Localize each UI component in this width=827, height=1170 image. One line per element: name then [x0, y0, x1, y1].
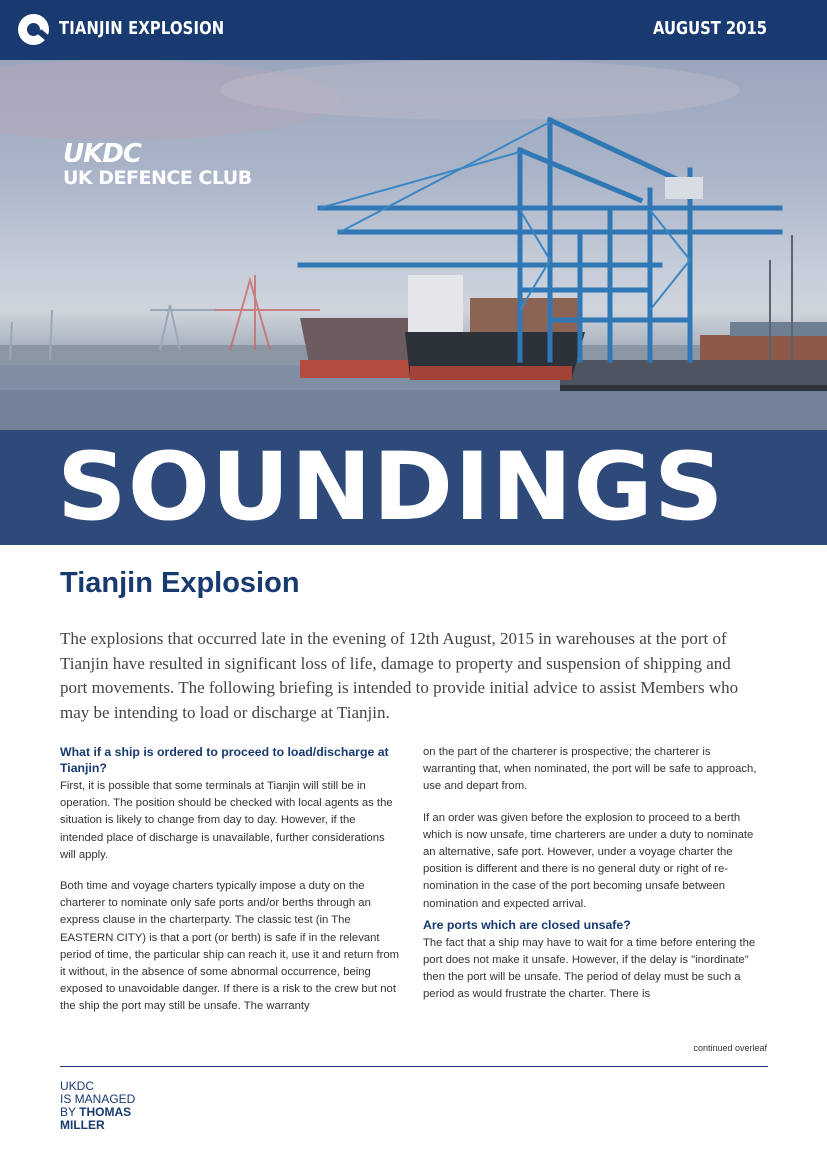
ukdc-ring-logo-icon	[18, 14, 49, 45]
ukdc-full-name: UK DEFENCE CLUB	[63, 167, 252, 189]
port-scene-illustration	[0, 60, 827, 430]
section-heading-ordered-to-proceed: What if a ship is ordered to proceed to load/discharge at Tianjin?	[60, 745, 389, 775]
ukdc-brand-logo	[63, 139, 252, 189]
ukdc-wordmark: UKDC	[63, 139, 141, 169]
paragraph: Both time and voyage charters typically impose a duty on the charterer to nominate only safe ports and/or berths through an express clause in the charterparty. The classic test (in The EASTERN CITY) is that a port (or berth) is safe if in the relevant period of time, the particular ship can reach it, use it and return from it without, in the absence of some abnormal occurrence, being exposed to unavoidable danger. If there is a risk to the crew but not the ship the port may still be unsafe. The warranty	[60, 880, 400, 1013]
footer-company: THOMAS	[79, 1105, 132, 1119]
article-column-left	[60, 744, 402, 1030]
article-column-right	[423, 744, 765, 1018]
hero-image-port-cranes	[0, 60, 827, 430]
article-title: Tianjin Explosion	[60, 567, 300, 599]
footer-divider	[60, 1066, 768, 1067]
section-heading-closed-ports: Are ports which are closed unsafe?	[423, 917, 631, 932]
paragraph: The fact that a ship may have to wait for a time before entering the port does not make it unsafe. However, if the delay is "inordinate" then the port will be unsafe. The period of delay must be such a period as would frustrate the charter. There is	[423, 936, 756, 1001]
footer-line: MILLER	[60, 1118, 105, 1132]
footer-line: IS MANAGED	[60, 1092, 136, 1106]
soundings-banner	[0, 430, 827, 545]
footer-line: UKDC	[60, 1079, 95, 1093]
footer-by: BY	[60, 1105, 80, 1119]
top-bar	[0, 0, 827, 60]
paragraph: on the part of the charterer is prospective; the charterer is warranting that, when nominated, the port will be safe to approach, use and depart from.	[423, 746, 757, 793]
publication-title: SOUNDINGS	[57, 433, 725, 542]
document-topic: TIANJIN EXPLOSION	[59, 18, 225, 39]
paragraph: First, it is possible that some terminals at Tianjin will still be in operation. The position should be checked with local agents as the situation is likely to change from day to day. However, if the intended place of discharge is unavailable, further considerations will apply.	[60, 780, 393, 861]
paragraph: If an order was given before the explosion to proceed to a berth which is now unsafe, time charterers are under a duty to nominate an alternative, safe port. However, under a voyage charter the position is different and there is no general duty or right of re-nomination in the case of the port becoming unsafe between nomination and expected arrival.	[423, 811, 754, 910]
article-lead: The explosions that occurred late in the evening of 12th August, 2015 in warehouses at the port of Tianjin have resulted in significant loss of life, damage to property and suspension of shipping and port movements. The following briefing is intended to provide initial advice to assist Members who may be intending to load or discharge at Tianjin.	[60, 629, 739, 722]
footer-management-note	[60, 1080, 135, 1132]
issue-date: AUGUST 2015	[653, 18, 767, 39]
continued-overleaf-note: continued overleaf	[693, 1043, 767, 1053]
